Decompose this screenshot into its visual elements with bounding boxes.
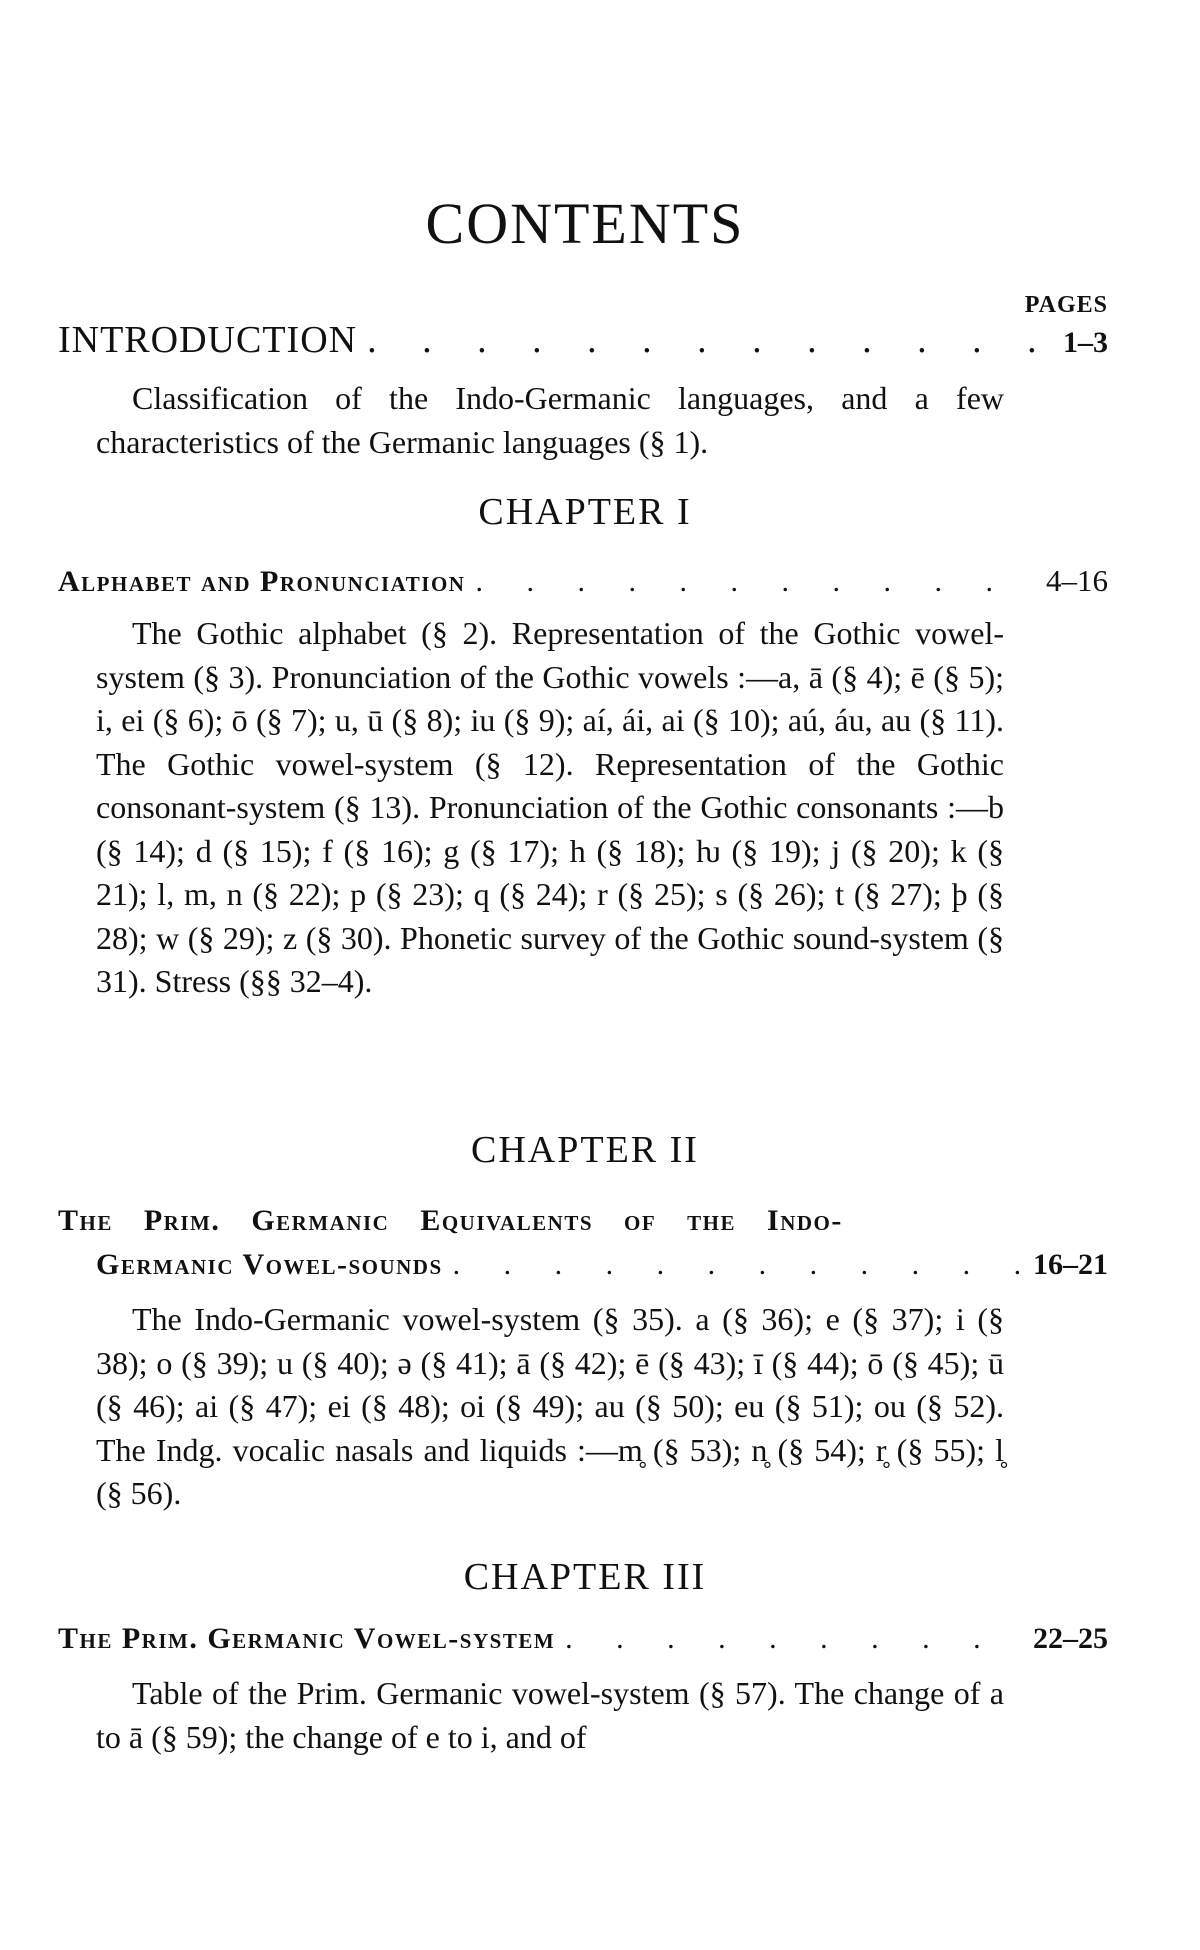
- toc-entry-chapter-1[interactable]: [58, 563, 1108, 599]
- toc-entry-chapter-3[interactable]: [58, 1622, 1108, 1656]
- description-text: The Gothic alphabet (§ 2). Representation of the Gothic vowel-system (§ 3). Pronunciation of the Gothic vowels :—a, ā (§ 4); ē (§ 5); i, ei (§ 6); ō (§ 7); u, ū (§ 8); iu (§ 9); aí, ái, ai (§ 10); aú, áu, au (§ 11). The Gothic vowel-system (§ 12). Representation of the Gothic consonant-system (§ 13). Pronunciation of the Gothic consonants :—b (§ 14); d (§ 15); f (§ 16); g (§ 17); h (§ 18); ƕ (§ 19); j (§ 20); k (§ 21); l, m, n (§ 22); p (§ 23); q (§ 24); r (§ 25); s (§ 26); t (§ 27); þ (§ 28); w (§ 29); z (§ 30). Phonetic survey of the Gothic sound-system (§ 31). Stress (§§ 32–4).: [96, 615, 1004, 999]
- toc-entry-title: INTRODUCTION: [58, 319, 358, 361]
- pages-column-header: PAGES: [1024, 292, 1108, 318]
- chapter-heading: CHAPTER III: [463, 1556, 707, 1598]
- toc-entry-description: [96, 1672, 1004, 1759]
- toc-entry-description: [96, 377, 1004, 464]
- toc-entry-description: [96, 1298, 1004, 1516]
- toc-entry-introduction[interactable]: [58, 318, 1108, 362]
- dot-leader: [565, 1622, 1023, 1656]
- dot-leader: [453, 1248, 1023, 1282]
- toc-entry-pages: 1–3: [1063, 326, 1108, 359]
- toc-entry-title: Alphabet and Pronunciation: [58, 565, 466, 598]
- toc-entry-description: [96, 612, 1004, 1004]
- page-title: CONTENTS: [425, 191, 745, 256]
- toc-entry-title-line[interactable]: The Prim. Germanic Equivalents of the Indo-: [58, 1204, 843, 1237]
- chapter-heading: CHAPTER I: [478, 491, 692, 533]
- dot-leader: [367, 318, 1053, 362]
- toc-entry-pages: 22–25: [1033, 1622, 1108, 1655]
- description-text: Table of the Prim. Germanic vowel-system (§ 57). The change of a to ā (§ 59); the change of e to i, and of: [96, 1675, 1004, 1755]
- toc-entry-title: The Prim. Germanic Vowel-system: [58, 1622, 556, 1655]
- toc-entry-chapter-2[interactable]: [96, 1248, 1108, 1282]
- description-text: The Indo-Germanic vowel-system (§ 35). a (§ 36); e (§ 37); i (§ 38); o (§ 39); u (§ 40); ə (§ 41); ā (§ 42); ē (§ 43); ī (§ 44); ō (§ 45); ū (§ 46); ai (§ 47); ei (§ 48); oi (§ 49); au (§ 50); eu (§ 51); ou (§ 52). The Indg. vocalic nasals and liquids :—m̥ (§ 53); n̥ (§ 54); r̥ (§ 55); l̥ (§ 56).: [96, 1301, 1004, 1511]
- toc-entry-pages: 16–21: [1033, 1248, 1108, 1281]
- toc-entry-title: Germanic Vowel-sounds: [96, 1248, 443, 1281]
- description-text: Classification of the Indo-Germanic languages, and a few characteristics of the Germanic languages (§ 1).: [96, 380, 1004, 460]
- toc-entry-pages: 4–16: [1046, 563, 1108, 598]
- dot-leader: [475, 565, 1036, 599]
- chapter-heading: CHAPTER II: [471, 1129, 699, 1171]
